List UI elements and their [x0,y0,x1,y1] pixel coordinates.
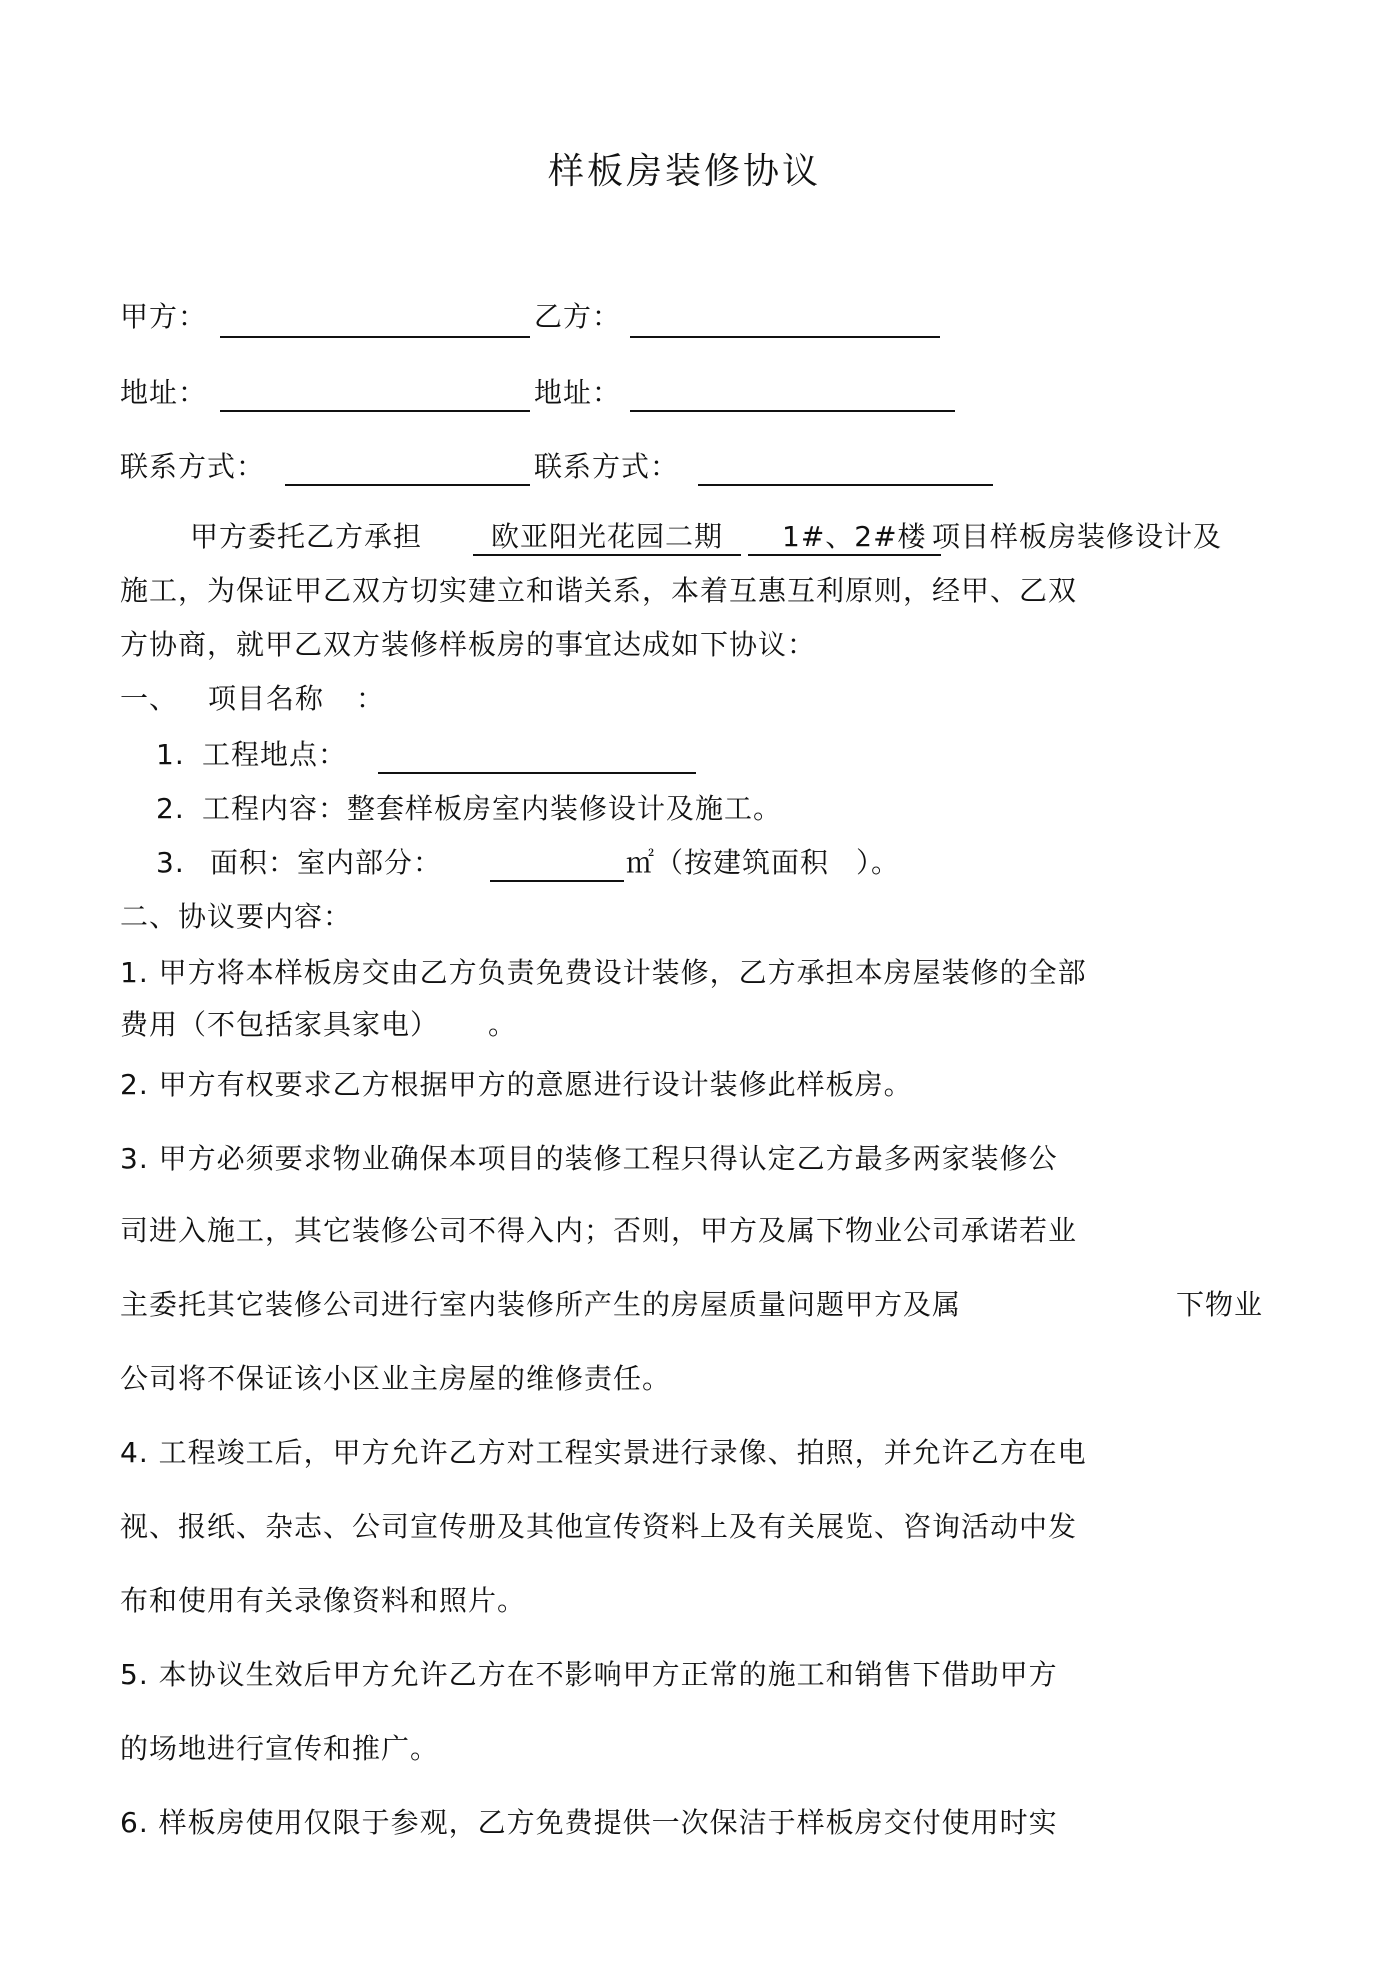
clause-3-line-1: 3. 甲方必须要求物业确保本项目的装修工程只得认定乙方最多两家装修公 [120,1142,1058,1175]
party-a-name-label: 甲方： [120,300,208,333]
intro-prefix: 甲方委托乙方承担 [190,520,423,553]
clause-2-line-1: 2. 甲方有权要求乙方根据甲方的意愿进行设计装修此样板房。 [120,1068,913,1101]
clause-4-line-1: 4. 工程竣工后，甲方允许乙方对工程实景进行录像、拍照，并允许乙方在电 [120,1436,1087,1469]
item-1-number: 1. [156,738,185,771]
clause-3-line-3a: 主委托其它装修公司进行室内装修所产生的房屋质量问题甲方及属 [120,1288,962,1321]
clause-5-line-2: 的场地进行宣传和推广。 [120,1732,440,1765]
clause-5-line-1: 5. 本协议生效后甲方允许乙方在不影响甲方正常的施工和销售下借助甲方 [120,1658,1058,1691]
party-a-address-label: 地址： [120,376,208,409]
project-name-field: 欧亚阳光花园二期 [473,520,741,556]
item-3-label: 面积：室内部分： [210,846,443,879]
party-a-contact-blank [285,484,530,486]
clause-1-line-2-end: 。 [488,1008,518,1041]
intro-suffix: 项目样板房装修设计及 [932,520,1223,553]
project-location-blank [378,772,696,774]
item-3-number: 3. [156,846,185,879]
building-field: 1#、2#楼 [748,520,941,556]
document-title: 样板房装修协议 [548,151,822,192]
item-2-number: 2. [156,792,185,825]
item-1-label: 工程地点： [202,738,348,771]
section-1-heading: 项目名称 [208,682,325,715]
clause-1-line-2: 费用（不包括家具家电） [120,1008,440,1041]
party-b-address-label: 地址： [534,376,622,409]
party-b-contact-label: 联系方式： [534,450,680,483]
clause-4-line-2: 视、报纸、杂志、公司宣传册及其他宣传资料上及有关展览、咨询活动中发 [120,1510,1078,1543]
party-a-contact-label: 联系方式： [120,450,266,483]
clause-3-line-3b: 下物业 [1176,1288,1264,1321]
intro-line-3: 方协商，就甲乙双方装修样板房的事宜达成如下协议： [120,628,817,661]
item-3-close: ）。 [856,846,901,879]
party-b-contact-blank [698,484,993,486]
clause-6-line-1: 6. 样板房使用仅限于参观，乙方免费提供一次保洁于样板房交付使用时实 [120,1806,1058,1839]
clause-3-line-4: 公司将不保证该小区业主房屋的维修责任。 [120,1362,672,1395]
party-a-address-blank [220,410,530,412]
party-b-address-blank [630,410,955,412]
party-a-name-blank [220,336,530,338]
section-1-colon: ： [356,682,386,715]
item-2-text: 工程内容：整套样板房室内装修设计及施工。 [202,792,783,825]
clause-4-line-3: 布和使用有关录像资料和照片。 [120,1584,527,1617]
party-b-name-blank [630,336,940,338]
clause-3-line-2: 司进入施工，其它装修公司不得入内；否则，甲方及属下物业公司承诺若业 [120,1214,1078,1247]
item-3-unit: ㎡（按建筑面积 [626,846,830,879]
intro-line-2: 施工，为保证甲乙双方切实建立和谐关系，本着互惠互利原则，经甲、乙双 [120,574,1078,607]
area-blank [490,880,624,882]
section-1-number: 一、 [120,682,179,715]
section-2-heading: 二、协议要内容： [120,900,353,933]
party-b-name-label: 乙方： [534,300,622,333]
clause-1-line-1: 1. 甲方将本样板房交由乙方负责免费设计装修，乙方承担本房屋装修的全部 [120,956,1087,989]
